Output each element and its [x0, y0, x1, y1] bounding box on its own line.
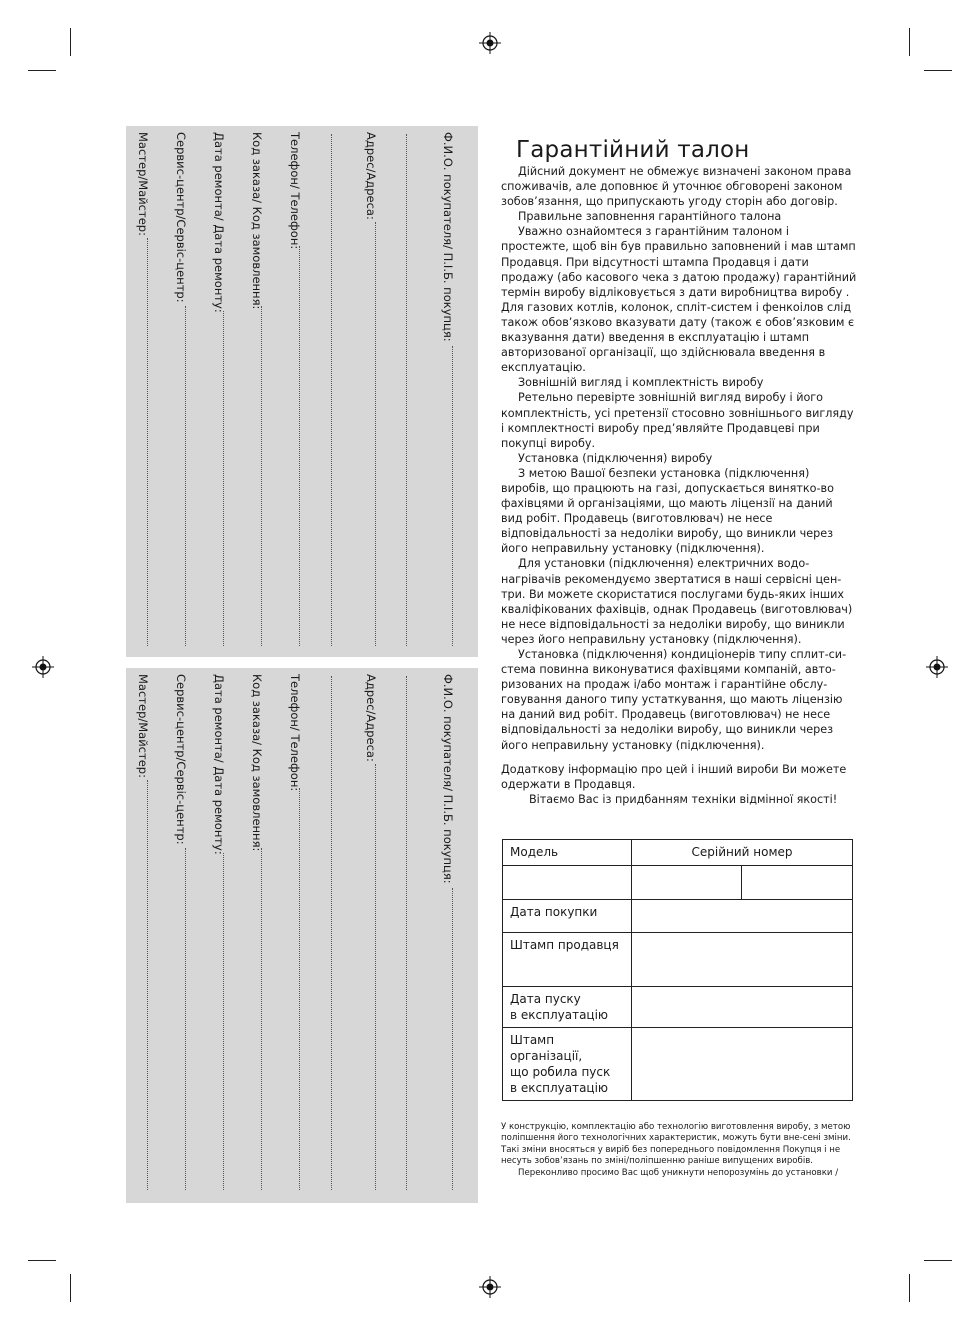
body-paragraph: Ретельно перевірте зовнішній вигляд виробу і його комплектність, усі претензії стосовно зовнішнього вигляду і комплектності виробу пред’являйте Продавцеві при покупці виробу. — [501, 391, 854, 450]
crop-mark — [70, 28, 71, 56]
order-code-dotted-line — [261, 306, 263, 646]
service-center-label: Сервис-центр/Сервіс-центр: — [174, 674, 188, 845]
org-stamp-cell[interactable] — [632, 1028, 853, 1101]
address-dotted-line-2 — [331, 134, 333, 646]
fine-print-paragraph: У конструкцію, комплектацію або технологію виготовлення виробу, з метою поліпшення його технологічних характеристик, можуть бути вне-сені зміни. Такі зміни вносяться у виріб без попереднього повідомлення Покупця і не несуть зобов’язань по зміні/поліпшенню раніше випущених виробів. — [501, 1122, 851, 1167]
buyer-dotted-line-2 — [406, 134, 408, 646]
service-center-field[interactable] — [174, 674, 191, 1197]
address-field[interactable] — [364, 132, 381, 651]
warranty-table — [502, 839, 853, 1101]
buyer-label: Ф.И.О. покупателя/ П.І.Б. покупця: — [441, 674, 455, 884]
registration-mark-icon — [479, 32, 501, 54]
seller-stamp-label: Штамп продавця — [503, 933, 632, 987]
buyer-label: Ф.И.О. покупателя/ П.І.Б. покупця: — [441, 132, 455, 342]
order-code-field[interactable] — [250, 674, 267, 1197]
phone-label: Телефон/ Телефон: — [288, 132, 302, 250]
phone-label: Телефон/ Телефон: — [288, 674, 302, 792]
crop-mark — [70, 1274, 71, 1302]
repair-date-dotted-line — [223, 853, 225, 1190]
section-heading: Зовнішній вигляд і комплектність виробу — [518, 376, 764, 390]
start-date-cell[interactable] — [632, 987, 853, 1028]
phone-field[interactable] — [288, 674, 305, 1197]
repair-date-label: Дата ремонта/ Дата ремонту: — [212, 132, 226, 313]
repair-date-field[interactable] — [212, 674, 229, 1197]
purchase-date-cell[interactable] — [632, 900, 853, 933]
order-code-label: Код заказа/ Код замовлення: — [250, 674, 264, 852]
buyer-dotted-line — [452, 888, 454, 1190]
greeting-text: Вітаємо Вас із придбанням техніки відмінної якості! — [529, 792, 838, 806]
seller-stamp-cell[interactable] — [632, 933, 853, 987]
phone-dotted-line — [299, 246, 301, 646]
master-field[interactable] — [136, 132, 153, 651]
crop-mark — [28, 1260, 56, 1261]
crop-mark — [909, 28, 910, 56]
repair-coupon-bottom — [126, 668, 478, 1203]
buyer-field[interactable] — [441, 674, 458, 1197]
body-paragraph: З метою Вашої безпеки установка (підключення) виробів, що працюють на газі, допускається винятко-во фахівцями й організаціями, що мають ліцензії на даний вид робіт. Продавець (виготовлювач) не несе відповідальності за недоліки виробу, що виникли через його неправильну установку (підключення). — [501, 466, 834, 556]
registration-mark-icon — [32, 656, 54, 678]
address-label: Адрес/Адреса: — [364, 674, 378, 762]
serial-value-cell-2[interactable] — [742, 866, 853, 900]
phone-dotted-line — [299, 788, 301, 1190]
intro-paragraph: Дійсний документ не обмежує визначені законом права споживачів, але доповнює й уточнює обговорені законом зобов’язання, що припускають угоду сторін або договір. — [501, 165, 852, 209]
registration-mark-icon — [926, 656, 948, 678]
address-dotted-line-2 — [331, 676, 333, 1190]
start-date-label: Дата пуску в експлуатацію — [503, 987, 632, 1028]
service-center-label: Сервис-центр/Сервіс-центр: — [174, 132, 188, 303]
model-value-cell[interactable] — [503, 866, 632, 900]
body-paragraph: Для установки (підключення) електричних водо-нагрівачів рекомендуємо звертатися в наші сервісні цен-три. Ви можете скористатися послугами будь-яких інших кваліфікованих фахівців, однак Продавець (виготовлювач) не несе відповідальності за недоліки виробу, що виникли через його неправильну установку (підключення). — [501, 557, 853, 646]
registration-mark-icon — [479, 1276, 501, 1298]
buyer-field[interactable] — [441, 132, 458, 651]
fine-print-paragraph: Переконливо просимо Вас щоб уникнути непорозумінь до установки / — [518, 1167, 839, 1178]
section-heading: Правильне заповнення гарантійного талона — [518, 210, 782, 224]
order-code-dotted-line — [261, 848, 263, 1190]
service-center-dotted-line — [185, 848, 187, 1190]
body-paragraph: Установка (підключення) кондиціонерів типу сплит-си-стема повинна виконуватися фахівцями компаній, авто-ризованих на продаж і/або монтаж і гарантійне обслу-говування даного типу устаткування, що мають ліцензію на даний вид робіт. Продавець (виготовлювач) не несе відповідальності за недоліки виробу, що виникли через його неправильну установку (підключення). — [501, 648, 847, 752]
serial-value-cell[interactable] — [632, 866, 742, 900]
master-label: Мастер/Майстер: — [136, 132, 150, 236]
phone-field[interactable] — [288, 132, 305, 651]
master-field[interactable] — [136, 674, 153, 1197]
crop-mark — [924, 1260, 952, 1261]
master-dotted-line — [147, 780, 149, 1190]
master-label: Мастер/Майстер: — [136, 674, 150, 778]
extra-info-paragraph: Додаткову інформацію про цей і інший вироби Ви можете одержати в Продавця. — [501, 762, 847, 791]
repair-date-dotted-line — [223, 311, 225, 646]
service-center-field[interactable] — [174, 132, 191, 651]
model-header: Модель — [503, 840, 632, 866]
buyer-dotted-line-2 — [406, 676, 408, 1190]
fine-print — [501, 1122, 853, 1179]
address-dotted-line — [375, 222, 377, 646]
address-field[interactable] — [364, 674, 381, 1197]
order-code-label: Код заказа/ Код замовлення: — [250, 132, 264, 310]
crop-mark — [28, 70, 56, 71]
repair-date-label: Дата ремонта/ Дата ремонту: — [212, 674, 226, 855]
order-code-field[interactable] — [250, 132, 267, 651]
master-dotted-line — [147, 238, 149, 646]
serial-header: Серійний номер — [632, 840, 853, 866]
body-paragraph: Уважно ознайомтеся з гарантійним талоном і простежте, щоб він був правильно заповнений і мав штамп Продавця. При відсутності штампа Продавця і дати продажу (або касового чека з датою продажу) гарантійний термін виробу відліковується з дати виробництва виробу . Для газових котлів, колонок, спліт-систем і фенкоілов слід також обов’язково вказувати дату (також є обов’язковим є вказування дати) введення в експлуатацію і штамп авторизованої організації, що здійснювала введення в експлуатацію. — [501, 225, 857, 375]
repair-coupon-top — [126, 126, 478, 657]
org-stamp-label: Штамп організації, що робила пуск в експлуатацію — [503, 1028, 632, 1101]
page-title: Гарантійний талон — [516, 137, 750, 164]
buyer-dotted-line — [452, 346, 454, 646]
section-heading: Установка (підключення) виробу — [518, 451, 713, 465]
service-center-dotted-line — [185, 306, 187, 646]
repair-date-field[interactable] — [212, 132, 229, 651]
crop-mark — [909, 1274, 910, 1302]
warranty-body — [501, 164, 857, 807]
purchase-date-label: Дата покупки — [503, 900, 632, 933]
address-label: Адрес/Адреса: — [364, 132, 378, 220]
address-dotted-line — [375, 764, 377, 1190]
crop-mark — [924, 70, 952, 71]
